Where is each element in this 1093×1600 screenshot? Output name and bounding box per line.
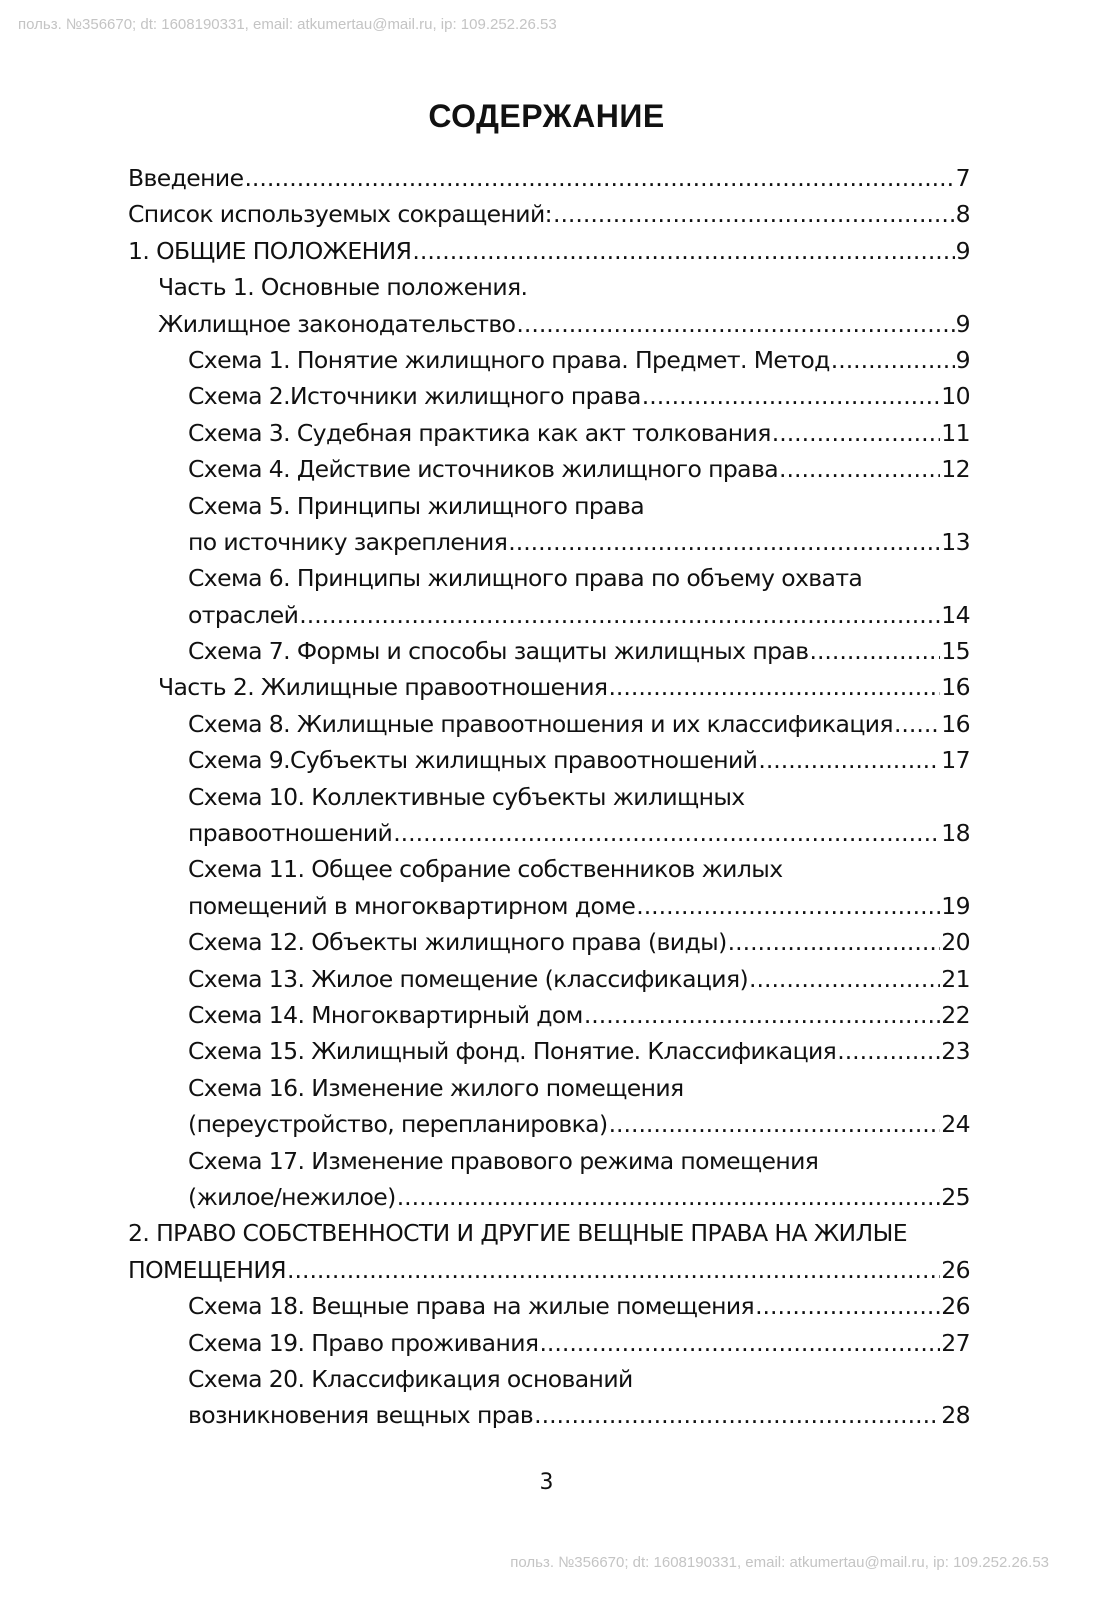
dot-leader: [728, 924, 941, 960]
toc-entry-scheme-16[interactable]: [128, 1070, 970, 1106]
toc-entry-page: 9: [955, 236, 970, 265]
toc-entry-page: 19: [941, 891, 970, 920]
toc-entry-page: 13: [941, 527, 970, 556]
toc-entry-title: Схема 12. Объекты жилищного права (виды): [188, 928, 727, 957]
toc-entry-part-1-cont[interactable]: [128, 306, 970, 342]
table-of-contents: [128, 160, 970, 1434]
toc-entry-scheme-15[interactable]: [128, 1033, 970, 1069]
toc-entry-title: Схема 19. Право проживания: [188, 1328, 539, 1357]
toc-entry-title: Схема 10. Коллективные субъекты жилищных: [188, 782, 745, 811]
toc-entry-page: 22: [941, 1000, 970, 1029]
dot-leader: [516, 306, 954, 342]
toc-entry-abbreviations[interactable]: [128, 196, 970, 232]
toc-entry-title: Схема 4. Действие источников жилищного права: [188, 455, 779, 484]
toc-entry-scheme-1[interactable]: [128, 342, 970, 378]
toc-entry-page: 18: [941, 819, 970, 848]
toc-entry-title: Схема 1. Понятие жилищного права. Предмет. Метод: [188, 345, 830, 374]
toc-entry-scheme-14[interactable]: [128, 997, 970, 1033]
toc-entry-title: Схема 13. Жилое помещение (классификация): [188, 964, 749, 993]
watermark-bottom: польз. №356670; dt: 1608190331, email: atkumertau@mail.ru, ip: 109.252.26.53: [510, 1554, 1049, 1571]
toc-entry-title: помещений в многоквартирном доме: [188, 891, 636, 920]
toc-entry-scheme-17-cont[interactable]: [128, 1179, 970, 1215]
toc-entry-page: 28: [941, 1401, 970, 1430]
toc-entry-scheme-20-cont[interactable]: [128, 1397, 970, 1433]
toc-entry-title: 2. ПРАВО СОБСТВЕННОСТИ И ДРУГИЕ ВЕЩНЫЕ ПРАВА НА ЖИЛЫЕ: [128, 1219, 907, 1248]
dot-leader: [749, 961, 940, 997]
toc-entry-scheme-9[interactable]: [128, 742, 970, 778]
toc-entry-title: Схема 6. Принципы жилищного права по объему охвата: [188, 564, 863, 593]
toc-entry-scheme-8[interactable]: [128, 706, 970, 742]
toc-entry-title: Введение: [128, 164, 244, 192]
toc-entry-scheme-10-cont[interactable]: [128, 815, 970, 851]
dot-leader: [393, 815, 940, 851]
dot-leader: [758, 742, 940, 778]
dot-leader: [534, 1397, 940, 1433]
toc-entry-scheme-6[interactable]: [128, 560, 970, 596]
toc-entry-chapter-2[interactable]: [128, 1215, 970, 1251]
toc-entry-scheme-4[interactable]: [128, 451, 970, 487]
toc-entry-page: 16: [941, 709, 970, 738]
toc-entry-title: Схема 5. Принципы жилищного права: [188, 491, 645, 520]
dot-leader: [584, 997, 940, 1033]
toc-entry-title: возникновения вещных прав: [188, 1401, 534, 1430]
toc-entry-title: Схема 9.Субъекты жилищных правоотношений: [188, 746, 758, 775]
toc-entry-title: по источнику закрепления: [188, 527, 508, 556]
dot-leader: [244, 160, 954, 196]
toc-entry-title: ПОМЕЩЕНИЯ: [128, 1255, 287, 1284]
dot-leader: [508, 524, 940, 560]
toc-entry-scheme-12[interactable]: [128, 924, 970, 960]
toc-entry-scheme-13[interactable]: [128, 961, 970, 997]
toc-entry-scheme-20[interactable]: [128, 1361, 970, 1397]
toc-entry-scheme-18[interactable]: [128, 1288, 970, 1324]
dot-leader: [609, 1106, 941, 1142]
toc-entry-page: 23: [941, 1037, 970, 1066]
toc-entry-title: Жилищное законодательство: [158, 309, 516, 338]
toc-entry-scheme-5[interactable]: [128, 488, 970, 524]
toc-entry-page: 20: [941, 928, 970, 957]
toc-entry-title: правоотношений: [188, 819, 393, 848]
toc-entry-scheme-10[interactable]: [128, 779, 970, 815]
toc-entry-title: Часть 2. Жилищные правоотношения: [158, 673, 608, 702]
toc-entry-title: Схема 8. Жилищные правоотношения и их классификация: [188, 709, 893, 738]
dot-leader: [642, 378, 941, 414]
toc-entry-title: Схема 17. Изменение правового режима помещения: [188, 1146, 819, 1175]
toc-entry-scheme-6-cont[interactable]: [128, 597, 970, 633]
toc-entry-title: Часть 1. Основные положения.: [158, 273, 528, 302]
dot-leader: [831, 342, 955, 378]
toc-entry-title: 1. ОБЩИЕ ПОЛОЖЕНИЯ: [128, 236, 412, 265]
toc-entry-scheme-16-cont[interactable]: [128, 1106, 970, 1142]
toc-entry-title: Схема 3. Судебная практика как акт толкования: [188, 418, 771, 447]
toc-entry-scheme-19[interactable]: [128, 1325, 970, 1361]
toc-entry-title: Схема 15. Жилищный фонд. Понятие. Классификация: [188, 1037, 837, 1066]
toc-entry-scheme-11-cont[interactable]: [128, 888, 970, 924]
toc-entry-title: (жилое/нежилое): [188, 1182, 396, 1211]
dot-leader: [636, 888, 940, 924]
dot-leader: [553, 196, 955, 232]
toc-entry-page: 15: [941, 637, 970, 666]
toc-entry-title: Схема 7. Формы и способы защиты жилищных прав: [188, 637, 809, 666]
toc-entry-page: 25: [941, 1182, 970, 1211]
toc-entry-chapter-2-cont[interactable]: [128, 1252, 970, 1288]
dot-leader: [608, 669, 940, 705]
toc-entry-scheme-11[interactable]: [128, 851, 970, 887]
dot-leader: [397, 1179, 941, 1215]
dot-leader: [287, 1252, 940, 1288]
dot-leader: [837, 1033, 940, 1069]
toc-entry-page: 9: [955, 345, 970, 374]
dot-leader: [894, 706, 940, 742]
dot-leader: [539, 1325, 940, 1361]
toc-entry-title: Схема 11. Общее собрание собственников жилых: [188, 855, 783, 884]
toc-entry-title: Схема 14. Многоквартирный дом: [188, 1000, 583, 1029]
watermark-top: польз. №356670; dt: 1608190331, email: atkumertau@mail.ru, ip: 109.252.26.53: [18, 16, 557, 33]
toc-entry-title: (переустройство, перепланировка): [188, 1110, 608, 1139]
page-title: СОДЕРЖАНИЕ: [428, 98, 665, 134]
toc-entry-page: 24: [941, 1110, 970, 1139]
toc-entry-page: 7: [955, 164, 970, 192]
toc-entry-page: 26: [941, 1292, 970, 1321]
toc-entry-page: 26: [941, 1255, 970, 1284]
toc-entry-page: 11: [941, 418, 970, 447]
toc-entry-scheme-2[interactable]: [128, 378, 970, 414]
toc-entry-page: 17: [941, 746, 970, 775]
toc-entry-scheme-17[interactable]: [128, 1143, 970, 1179]
toc-entry-scheme-3[interactable]: [128, 415, 970, 451]
toc-entry-part-2[interactable]: [128, 669, 970, 705]
toc-entry-part-1[interactable]: [128, 269, 970, 305]
dot-leader: [809, 633, 940, 669]
toc-entry-page: 21: [941, 964, 970, 993]
toc-entry-title: Схема 16. Изменение жилого помещения: [188, 1073, 684, 1102]
dot-leader: [779, 451, 940, 487]
toc-entry-introduction[interactable]: [128, 160, 970, 196]
toc-entry-scheme-5-cont[interactable]: [128, 524, 970, 560]
toc-entry-title: Схема 18. Вещные права на жилые помещения: [188, 1292, 755, 1321]
toc-entry-chapter-1[interactable]: [128, 233, 970, 269]
toc-entry-page: 16: [941, 673, 970, 702]
toc-entry-title: Схема 20. Классификация оснований: [188, 1364, 633, 1393]
toc-entry-page: 14: [941, 600, 970, 629]
toc-entry-page: 8: [955, 200, 970, 229]
dot-leader: [412, 233, 954, 269]
toc-entry-title: Список используемых сокращений:: [128, 200, 552, 229]
toc-entry-title: отраслей: [188, 600, 299, 629]
dot-leader: [755, 1288, 940, 1324]
toc-entry-title: Схема 2.Источники жилищного права: [188, 382, 641, 411]
toc-entry-page: 9: [955, 309, 970, 338]
page-number: 3: [539, 1470, 554, 1495]
toc-entry-page: 10: [941, 382, 970, 411]
toc-entry-page: 12: [941, 455, 970, 484]
dot-leader: [299, 597, 940, 633]
dot-leader: [772, 415, 941, 451]
toc-entry-scheme-7[interactable]: [128, 633, 970, 669]
toc-entry-page: 27: [941, 1328, 970, 1357]
